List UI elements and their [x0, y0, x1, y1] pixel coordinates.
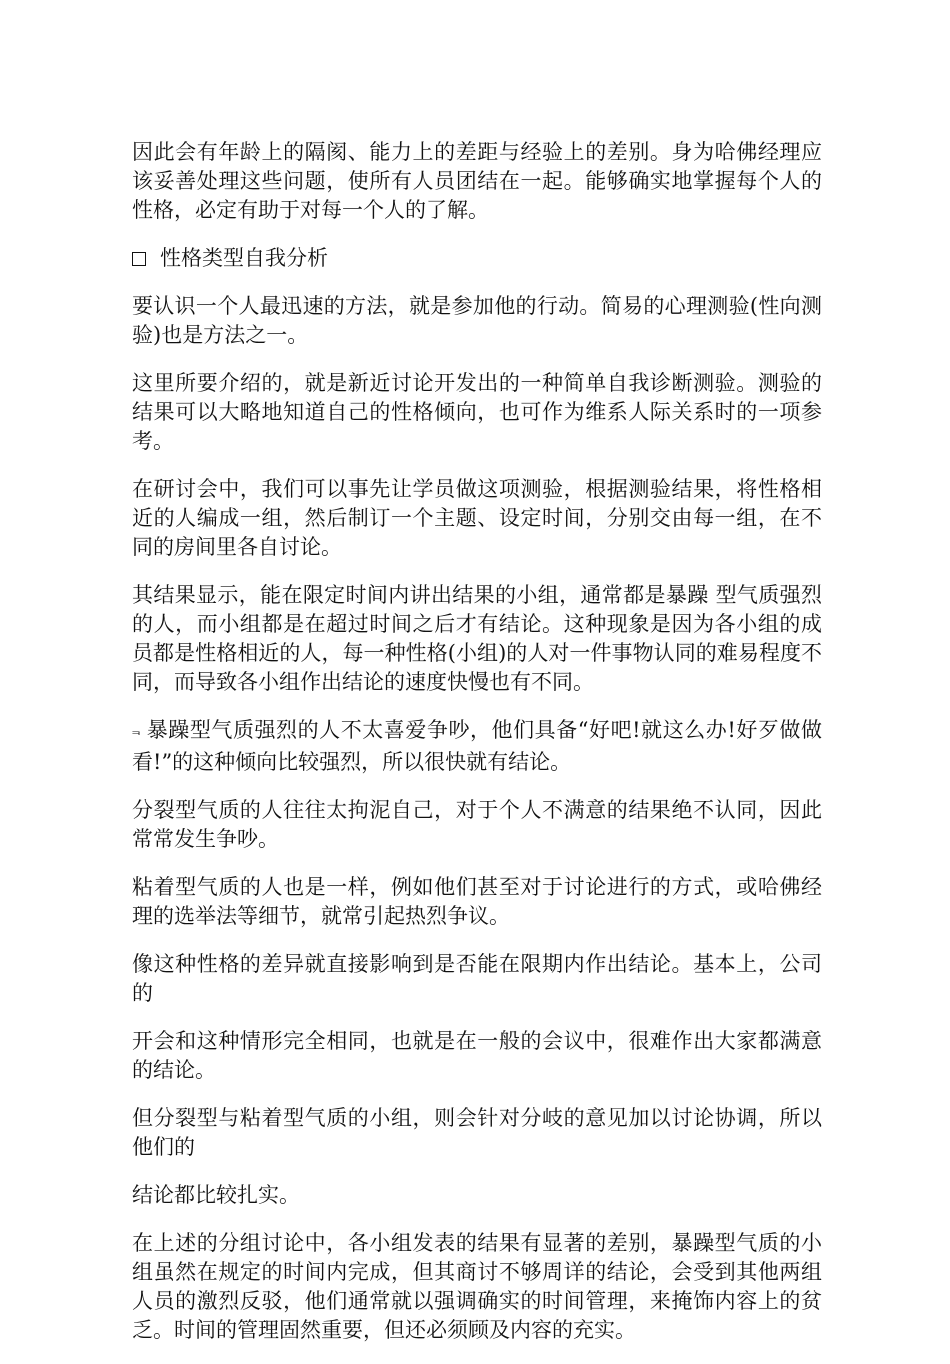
- bullet-glyph-icon: ⫬: [132, 723, 141, 739]
- paragraph: 分裂型气质的人往往太拘泥自己，对于个人不满意的结果绝不认同，因此常常发生争吵。: [132, 798, 822, 851]
- paragraph-text: 暴躁型气质强烈的人不太喜爱争吵，他们具备“好吧!就这么办!好歹做做看!”的这种倾向比较强烈，所以很快就有结论。: [132, 718, 822, 774]
- section-heading: [132, 244, 822, 273]
- paragraph-with-glyph: [132, 716, 822, 777]
- document-page: [132, 138, 822, 1364]
- paragraph: 在上述的分组讨论中，各小组发表的结果有显著的差别，暴躁型气质的小组虽然在规定的时间内完成，但其商讨不够周详的结论，会受到其他两组人员的激烈反驳，他们通常就以强调确实的时间管理，来掩饰内容上的贫乏。时间的管理固然重要，但还必须顾及内容的充实。: [132, 1231, 822, 1342]
- paragraph: 因此会有年龄上的隔阂、能力上的差距与经验上的差别。身为哈佛经理应该妥善处理这些问题，使所有人员团结在一起。能够确实地掌握每个人的性格，必定有助于对每一个人的了解。: [132, 140, 822, 222]
- paragraph: 但分裂型与粘着型气质的小组，则会针对分岐的意见加以讨论协调，所以他们的: [132, 1106, 822, 1159]
- paragraph: 这里所要介绍的，就是新近讨论开发出的一种简单自我诊断测验。测验的结果可以大略地知道自己的性格倾向，也可作为维系人际关系时的一项参考。: [132, 371, 822, 453]
- checkbox-icon: [132, 252, 146, 266]
- paragraph: 结论都比较扎实。: [132, 1183, 300, 1207]
- paragraph: 在研讨会中，我们可以事先让学员做这项测验，根据测验结果，将性格相近的人编成一组，然后制订一个主题、设定时间，分别交由每一组，在不同的房间里各自讨论。: [132, 477, 822, 559]
- paragraph: 像这种性格的差异就直接影响到是否能在限期内作出结论。基本上，公司的: [132, 952, 822, 1005]
- section-heading-text: 性格类型自我分析: [160, 246, 328, 270]
- paragraph: 开会和这种情形完全相同，也就是在一般的会议中，很难作出大家都满意的结论。: [132, 1029, 822, 1082]
- paragraph: 其结果显示，能在限定时间内讲出结果的小组，通常都是暴躁 型气质强烈的人，而小组都是在超过时间之后才有结论。这种现象是因为各小组的成员都是性格相近的人，每一种性格(小组)的人对一件事物认同的难易程度不同，而导致各小组作出结论的速度快慢也有不同。: [132, 583, 822, 694]
- paragraph: 粘着型气质的人也是一样，例如他们甚至对于讨论进行的方式，或哈佛经理的选举法等细节，就常引起热烈争议。: [132, 875, 822, 928]
- paragraph: 要认识一个人最迅速的方法，就是参加他的行动。简易的心理测验(性向测验)也是方法之一。: [132, 294, 822, 347]
